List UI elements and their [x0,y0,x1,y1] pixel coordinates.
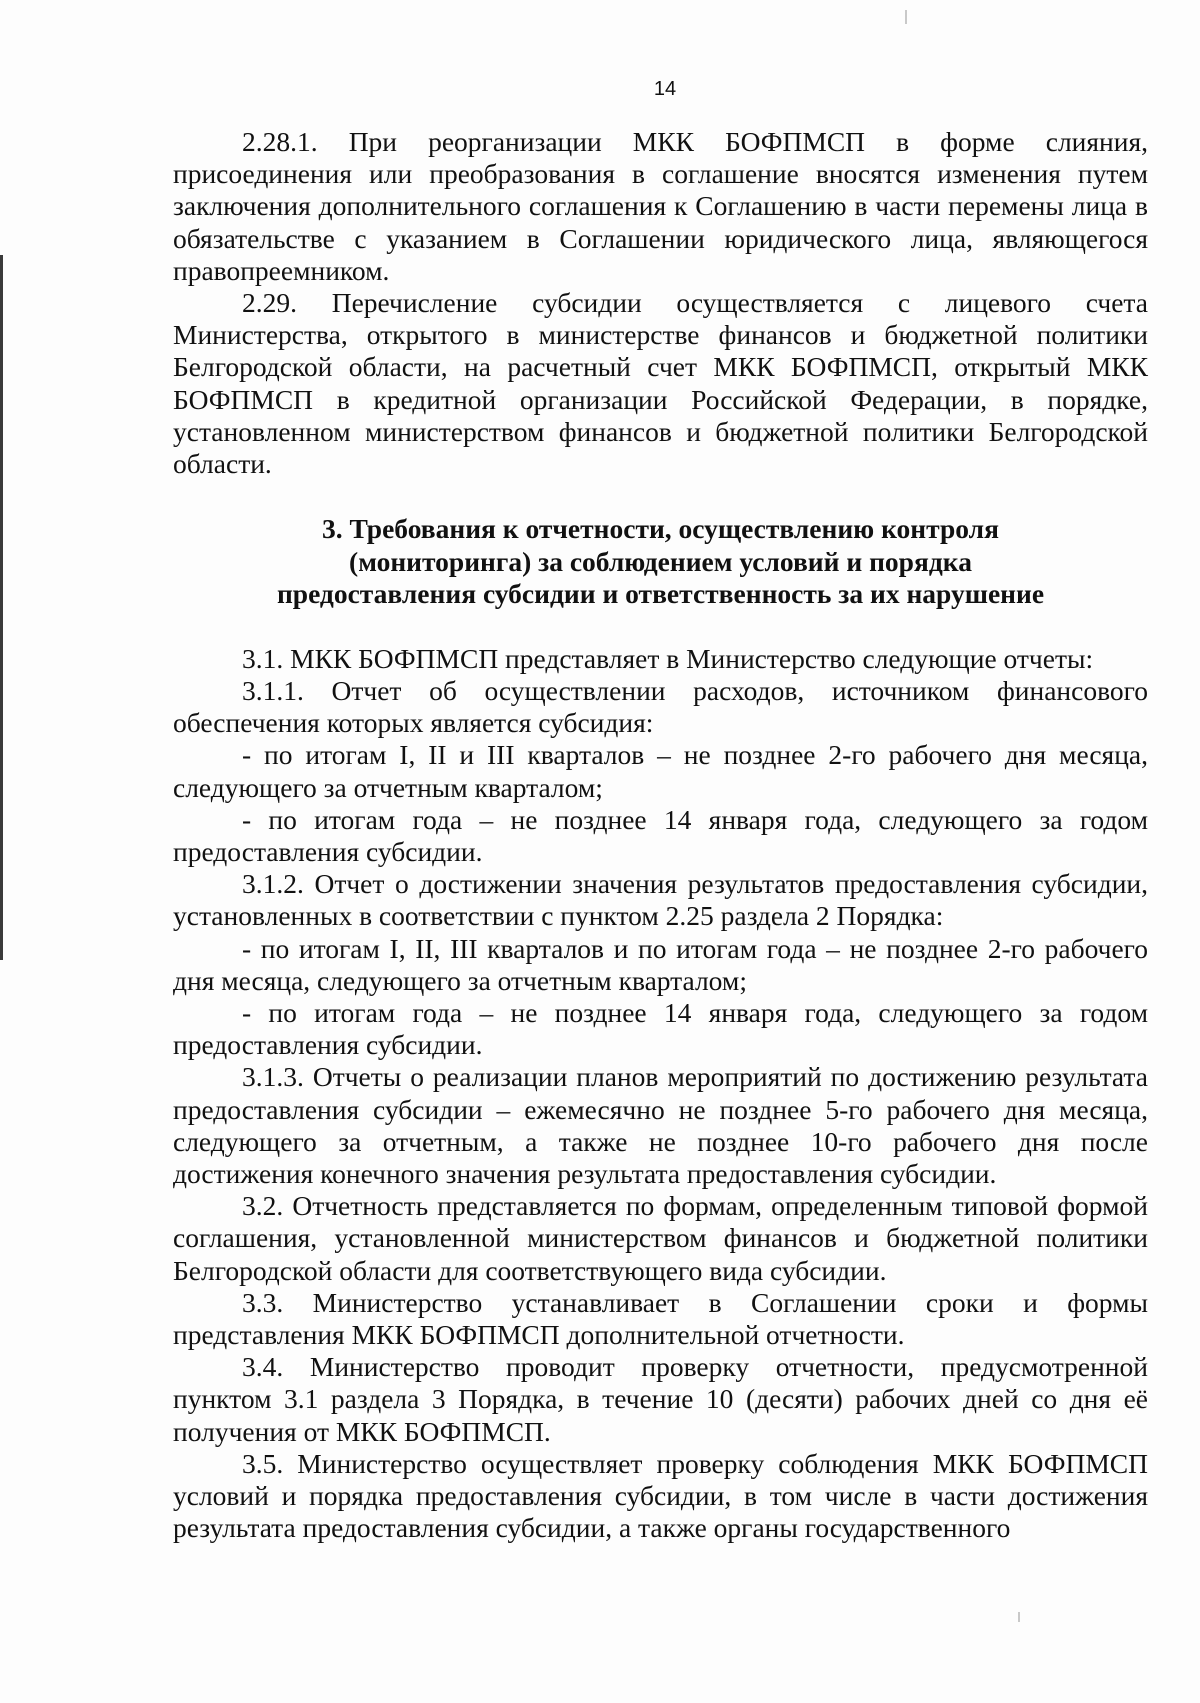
page-number: 14 [653,78,677,100]
paragraph-3-5: 3.5. Министерство осуществляет проверку соблюдения МКК БОФПМСП условий и порядка предоставления субсидии, в том числе в части достижения результата предоставления субсидии, а также органы государственного [173,1447,1148,1544]
list-item-yearly: - по итогам года – не позднее 14 января года, следующего за годом предоставления субсидии. [173,996,1148,1061]
list-item-quarterly: - по итогам I, II и III кварталов – не позднее 2-го рабочего дня месяца, следующего за отчетным кварталом; [173,739,1148,803]
paragraph-3-1-3: 3.1.3. Отчеты о реализации планов мероприятий по достижению результата предоставления субсидии – ежемесячно не позднее 5-го рабочего дня месяца, следующего за отчетным, а также не позднее 10-го рабочего дня после достижения конечного значения результата предоставления субсидии. [173,1061,1148,1189]
paragraph-3-1-2: 3.1.2. Отчет о достижении значения результатов предоставления субсидии, установленных в соответствии с пунктом 2.25 раздела 2 Порядка: [173,868,1148,932]
paragraph-3-4: 3.4. Министерство проводит проверку отчетности, предусмотренной пунктом 3.1 раздела 3 Порядка, в течение 10 (десяти) рабочих дней со дня её получения от МКК БОФПМСП. [173,1351,1148,1447]
list-item-yearly: - по итогам года – не позднее 14 января года, следующего за годом предоставления субсидии. [173,803,1148,867]
section-heading-line: (мониторинга) за соблюдением условий и порядка [349,545,972,577]
paragraph-3-1-1: 3.1.1. Отчет об осуществлении расходов, источником финансового обеспечения которых является субсидия: [173,674,1148,739]
document-body [173,126,1148,1544]
section-heading [173,513,1148,611]
scan-speck [905,10,907,24]
paragraph-2-28-1: 2.28.1. При реорганизации МКК БОФПМСП в форме слияния, присоединения или преобразования в соглашение вносятся изменения путем заключения дополнительного соглашения к Соглашению в части перемены лица в обязательстве с указанием в Соглашении юридического лица, являющегося правопреемником. [173,126,1148,286]
section-heading-line: предоставления субсидии и ответственность за их нарушение [276,578,1045,610]
scan-speck [1018,1612,1020,1622]
paragraph-3-1: 3.1. МКК БОФПМСП представляет в Министерство следующие отчеты: [242,642,1094,674]
list-item-quarterly-and-yearly: - по итогам I, II, III кварталов и по итогам года – не позднее 2-го рабочего дня месяца, следующего за отчетным кварталом; [173,932,1148,996]
paragraph-2-29: 2.29. Перечисление субсидии осуществляется с лицевого счета Министерства, открытого в министерстве финансов и бюджетной политики Белгородской области, на расчетный счет МКК БОФПМСП, открытый МКК БОФПМСП в кредитной организации Российской Федерации, в порядке, установленном министерством финансов и бюджетной политики Белгородской области. [173,287,1148,480]
section-heading-line: 3. Требования к отчетности, осуществлению контроля [322,513,999,545]
scan-edge-shadow [0,255,3,960]
paragraph-3-2: 3.2. Отчетность представляется по формам, определенным типовой формой соглашения, установленной министерством финансов и бюджетной политики Белгородской области для соответствующего вида субсидии. [173,1190,1148,1286]
paragraph-3-3: 3.3. Министерство устанавливает в Соглашении сроки и формы представления МКК БОФПМСП дополнительной отчетности. [173,1286,1148,1350]
